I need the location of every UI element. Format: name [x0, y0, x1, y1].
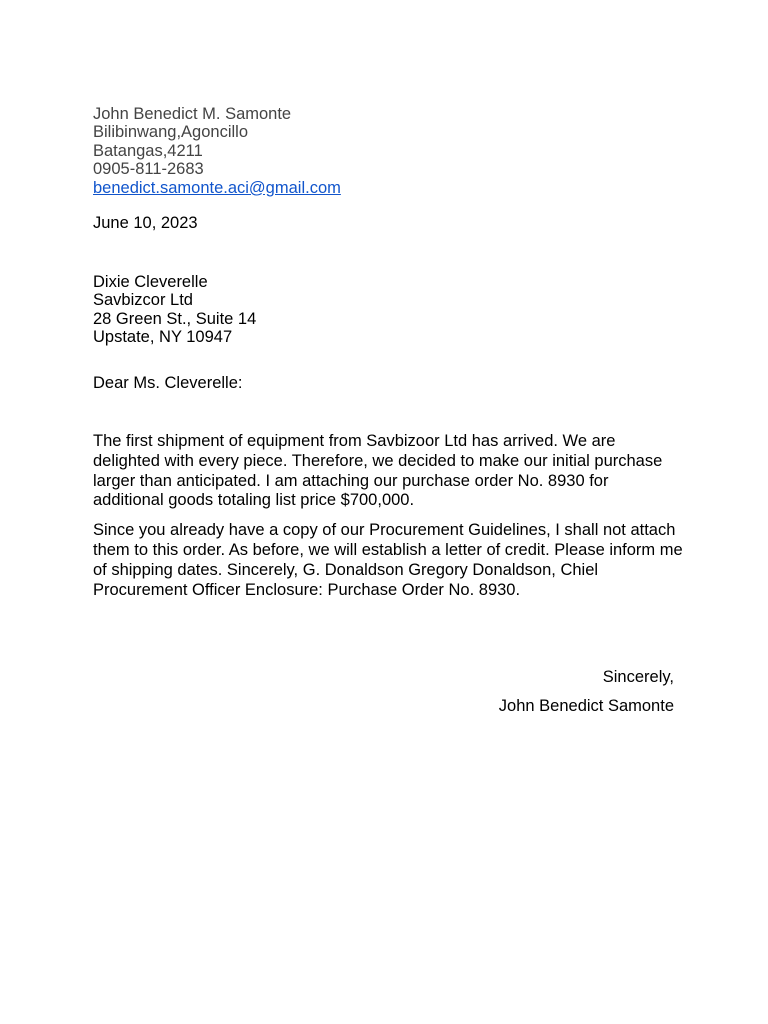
signature-name: John Benedict Samonte	[498, 697, 674, 715]
sender-address-line2: Batangas,4211	[93, 141, 203, 160]
body-paragraph-2: Since you already have a copy of our Procurement Guidelines, I shall not attach them to this order. As before, we will establish a letter of credit. Please inform me of shipping dates. Sincerely, G. Donaldson Gregory Donaldson, Chiel Procurement Officer Enclosure: Purchase Order No. 8930.	[93, 521, 683, 599]
closing-valediction: Sincerely,	[602, 668, 674, 686]
recipient-company: Savbizcor Ltd	[93, 291, 193, 310]
sender-email-link[interactable]: benedict.samonte.aci@gmail.com	[93, 178, 341, 197]
letter-date: June 10, 2023	[93, 214, 198, 232]
sender-phone: 0905-811-2683	[93, 160, 204, 179]
recipient-address-block	[93, 273, 256, 347]
body-paragraph-1: The first shipment of equipment from Savbizoor Ltd has arrived. We are delighted with every piece. Therefore, we decided to make our initial purchase larger than anticipated. I am attaching our purchase order No. 8930 for additional goods totaling list price $700,000.	[93, 432, 663, 510]
recipient-name: Dixie Cleverelle	[93, 273, 208, 291]
recipient-street: 28 Green St., Suite 14	[93, 309, 257, 328]
sender-address-block	[93, 105, 341, 197]
recipient-city: Upstate, NY 10947	[93, 328, 233, 347]
letter-body	[93, 432, 683, 610]
sender-name: John Benedict M. Samonte	[93, 105, 292, 123]
salutation: Dear Ms. Cleverelle:	[93, 374, 243, 392]
sender-address-line1: Bilibinwang,Agoncillo	[93, 123, 249, 142]
